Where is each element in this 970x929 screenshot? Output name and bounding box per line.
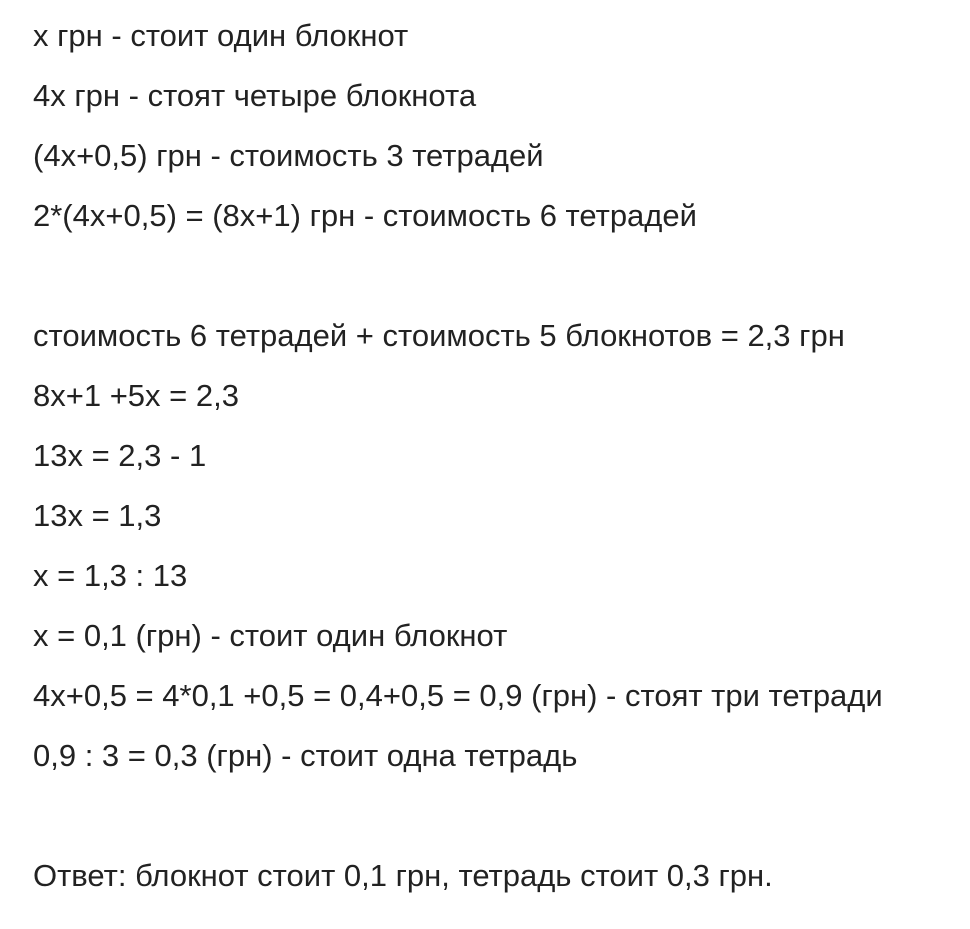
- line-4: 2*(4x+0,5) = (8x+1) грн - стоимость 6 тетрадей: [33, 198, 697, 233]
- line-12: 0,9 : 3 = 0,3 (грн) - стоит одна тетрадь: [33, 738, 578, 773]
- line-10: x = 0,1 (грн) - стоит один блокнот: [33, 618, 508, 653]
- line-7: 13x = 2,3 - 1: [33, 438, 207, 473]
- line-5: стоимость 6 тетрадей + стоимость 5 блокнотов = 2,3 грн: [33, 318, 845, 353]
- line-6: 8x+1 +5x = 2,3: [33, 378, 239, 413]
- line-1: x грн - стоит один блокнот: [33, 18, 409, 53]
- line-11: 4x+0,5 = 4*0,1 +0,5 = 0,4+0,5 = 0,9 (грн) - стоят три тетради: [33, 678, 883, 713]
- line-3: (4x+0,5) грн - стоимость 3 тетрадей: [33, 138, 544, 173]
- line-8: 13x = 1,3: [33, 498, 162, 533]
- answer-line: Ответ: блокнот стоит 0,1 грн, тетрадь стоит 0,3 грн.: [33, 858, 773, 893]
- line-9: x = 1,3 : 13: [33, 558, 188, 593]
- line-2: 4x грн - стоят четыре блокнота: [33, 78, 477, 113]
